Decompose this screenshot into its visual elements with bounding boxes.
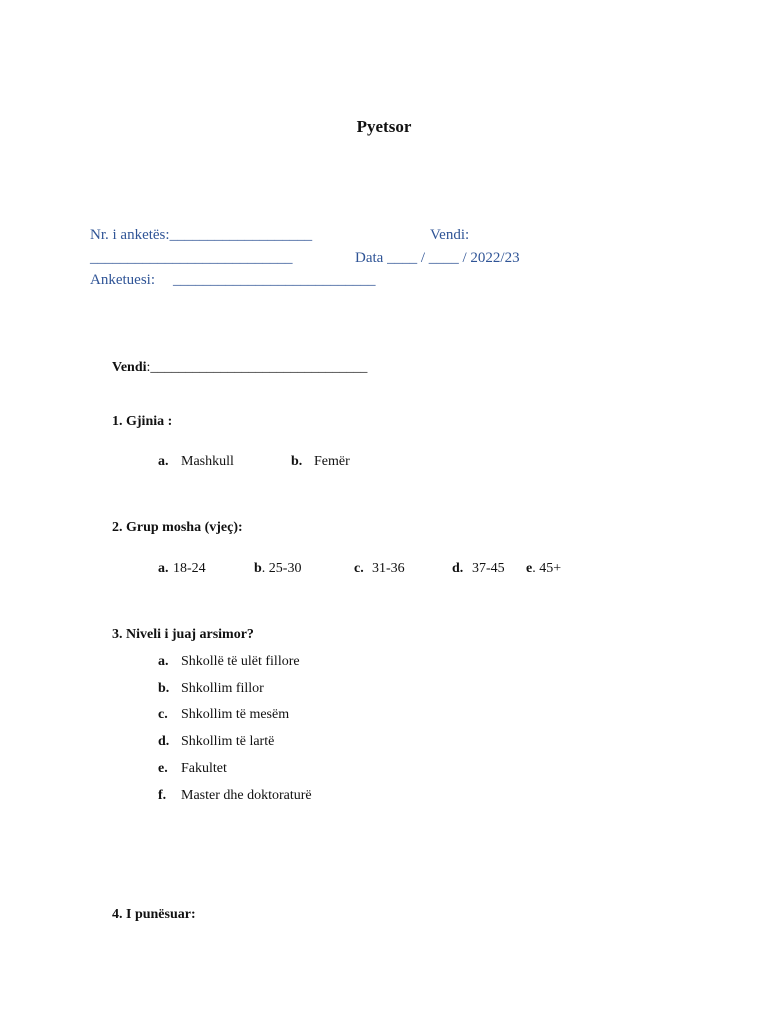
option-age-b bbox=[254, 561, 301, 577]
question-age-group: 2. Grup mosha (vjeç): bbox=[112, 520, 243, 535]
option-text: 37-45 bbox=[472, 561, 505, 576]
option-age-e bbox=[526, 561, 561, 577]
option-letter: a. bbox=[158, 454, 169, 469]
option-letter: d. bbox=[158, 734, 170, 749]
option-text: Shkollim fillor bbox=[181, 681, 264, 696]
option-age-d bbox=[452, 561, 505, 577]
location-label: Vendi: bbox=[430, 227, 470, 243]
option-letter: b bbox=[254, 561, 262, 576]
list-item bbox=[158, 654, 300, 670]
option-text: Shkollë të ulët fillore bbox=[181, 654, 300, 669]
option-letter: c. bbox=[354, 561, 364, 576]
page-title: Pyetsor bbox=[356, 117, 412, 136]
vendi-line: :_______________________________ bbox=[146, 360, 368, 375]
option-letter: d. bbox=[452, 561, 464, 576]
option-letter: a. bbox=[158, 561, 169, 576]
question-gender: 1. Gjinia : bbox=[112, 414, 173, 429]
option-text: 31-36 bbox=[372, 561, 405, 576]
option-text: Shkollim të mesëm bbox=[181, 707, 290, 722]
option-text: Femër bbox=[314, 454, 350, 469]
option-age-a bbox=[158, 561, 206, 577]
option-gender-b bbox=[291, 454, 350, 470]
option-age-c bbox=[354, 561, 405, 577]
option-letter: c. bbox=[158, 707, 168, 722]
option-gender-a bbox=[158, 454, 234, 470]
option-text: Fakultet bbox=[181, 761, 227, 776]
option-letter: a. bbox=[158, 654, 169, 669]
option-letter: f. bbox=[158, 788, 167, 803]
option-letter: e. bbox=[158, 761, 168, 776]
option-letter: b. bbox=[291, 454, 303, 469]
option-text: . 25-30 bbox=[261, 561, 302, 576]
list-item bbox=[158, 707, 289, 723]
survey-number-field: Nr. i anketës:___________________ bbox=[90, 227, 313, 243]
option-text: 18-24 bbox=[173, 561, 206, 576]
list-item bbox=[158, 734, 274, 750]
question-education: 3. Niveli i juaj arsimor? bbox=[112, 627, 254, 642]
date-field: Data ____ / ____ / 2022/23 bbox=[355, 250, 520, 266]
option-text: . 45+ bbox=[532, 561, 562, 576]
list-item bbox=[158, 761, 227, 777]
location-line: ___________________________ bbox=[90, 250, 293, 266]
surveyor-label: Anketuesi: bbox=[90, 272, 155, 288]
option-letter: b. bbox=[158, 681, 170, 696]
vendi-field bbox=[112, 360, 367, 376]
list-item bbox=[158, 681, 264, 697]
option-text: Master dhe doktoraturë bbox=[181, 788, 312, 803]
option-letter: e bbox=[526, 561, 533, 576]
question-employed: 4. I punësuar: bbox=[112, 907, 196, 922]
option-text: Mashkull bbox=[181, 454, 234, 469]
vendi-label: Vendi bbox=[112, 360, 147, 375]
surveyor-line: ___________________________ bbox=[173, 272, 376, 288]
list-item bbox=[158, 788, 312, 804]
option-text: Shkollim të lartë bbox=[181, 734, 275, 749]
